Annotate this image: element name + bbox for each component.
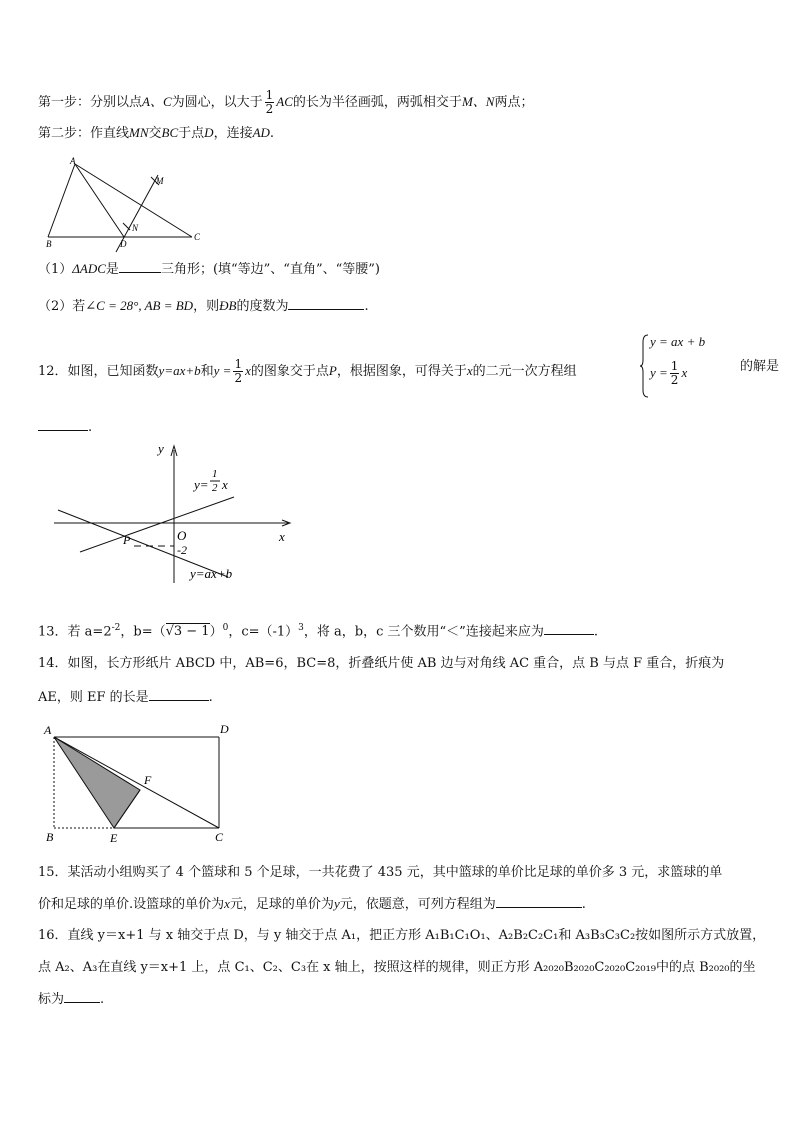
frac-num: 1 — [265, 88, 274, 102]
step1-ac: AC — [276, 94, 293, 109]
system-eq2-x: x — [681, 365, 688, 380]
step1-text-g: 两点； — [494, 95, 534, 110]
q13-radical: √3 − 1 — [165, 624, 210, 640]
q12-p: P — [328, 363, 337, 378]
minus-two-label: -2 — [177, 543, 187, 557]
frac-num: 1 — [670, 359, 679, 373]
frac-num: 1 — [234, 357, 243, 371]
q11-1-text: 是 — [105, 262, 119, 277]
q14-text: AE，则 EF 的长是 — [38, 690, 149, 705]
q13-exp-a: -2 — [111, 623, 121, 633]
q13-text-i: ，将 a，b，c 三个数用“＜”连接起来应为 — [303, 624, 544, 640]
q16-text: 标为 — [38, 992, 65, 1007]
frac-den: 2 — [670, 373, 679, 387]
label-a: A — [44, 723, 52, 737]
answer-blank[interactable] — [119, 260, 161, 273]
line1-label-left: y= — [194, 477, 209, 492]
q12-text-f: 的图象交于点 — [250, 364, 329, 379]
answer-blank[interactable] — [544, 622, 594, 635]
q12-text-j: 的二元一次方程组 — [472, 364, 577, 379]
axis-x-label: x — [279, 529, 285, 544]
q16-line2: 点 A₂、A₃在直线 y＝x+1 上，点 C₁、C₂、C₃在 x 轴上，按照这样的规律，则正方形 A₂₀₂₀B₂₀₂₀C₂₀₂₀C₂₀₁₉中的点 B₂₀₂₀的坐 — [38, 960, 756, 975]
step2-text-i: . — [269, 126, 275, 141]
q15-line1: 15．某活动小组购买了 4 个篮球和 5 个足球，一共花费了 435 元，其中篮球的单价比足球的单价多 3 元，求篮球的单 — [38, 865, 723, 880]
q15-end: . — [581, 897, 586, 912]
point-p-label: P — [123, 533, 131, 547]
q13-text-e: ） — [209, 624, 223, 640]
q11-1-triangle: ΔADC — [72, 261, 106, 276]
answer-blank[interactable] — [496, 895, 582, 908]
q13-end: . — [593, 624, 598, 640]
q12-text-c: 和 — [200, 364, 214, 379]
step2-text-c: 交 — [148, 126, 162, 141]
step1-line — [38, 89, 533, 116]
q11-2-num: （2）若 — [38, 299, 86, 314]
step1-mn: M、N — [461, 94, 495, 109]
q13-text-g: ，c=（-1） — [228, 624, 299, 640]
step1-text-a: 第一步：分别以点 — [38, 95, 143, 110]
q12-x2: x — [466, 363, 473, 378]
step2-d: D — [204, 125, 214, 140]
label-n: N — [132, 223, 139, 233]
label-a: A — [70, 156, 76, 166]
q15-y: y — [333, 896, 340, 911]
axis-y-label: y — [158, 441, 164, 456]
q13-text-a: 13．若 a=2 — [38, 624, 112, 640]
figure-linear-functions — [50, 440, 300, 590]
label-b: B — [46, 830, 54, 844]
frac-den: 2 — [234, 371, 243, 385]
q13-exp-c: 3 — [298, 623, 304, 633]
figure-rectangle-fold — [30, 720, 240, 845]
step2-bc: BC — [161, 125, 179, 140]
label-f: F — [144, 773, 152, 787]
figure-triangle-abc — [40, 155, 210, 255]
system-eq2-left: y = — [650, 365, 668, 380]
q14-end: . — [208, 690, 213, 705]
step1-text-c: 为圆心，以大于 — [171, 95, 263, 110]
q12-text-h: ，根据图象，可得关于 — [336, 364, 467, 379]
label-m: M — [156, 176, 164, 186]
q11-part2 — [38, 297, 369, 316]
q13-line — [38, 619, 598, 641]
q12-text-a: 12．如图，已知函数 — [38, 364, 159, 379]
q14-line1: 14．如图，长方形纸片 ABCD 中，AB=6，BC=8，折叠纸片使 AB 边与对角线 AC 重合，点 B 与点 F 重合，折痕为 — [38, 656, 725, 671]
q15-text-c: 元，足球的单价为 — [229, 897, 334, 912]
q16-end: . — [100, 992, 105, 1007]
q11-1-options: 三角形；(填“等边”、“直角”、“等腰”) — [160, 262, 380, 277]
q15-line2 — [38, 895, 586, 914]
answer-blank[interactable] — [38, 418, 88, 431]
q12-func1: y=ax+b — [158, 363, 201, 378]
q12-equation-system — [640, 332, 730, 402]
q11-part1 — [38, 260, 380, 279]
q15-text-e: 元，依题意，可列方程组为 — [339, 897, 496, 912]
q11-1-num: （1） — [38, 262, 73, 277]
brace-icon — [640, 334, 650, 398]
step2-line — [38, 124, 274, 143]
step2-text-a: 第二步：作直线 — [38, 126, 130, 141]
system-eq1: y = ax + b — [650, 334, 706, 349]
step2-text-g: ，连接 — [213, 126, 253, 141]
step1-text-e: 的长为半径画弧，两弧相交于 — [292, 95, 462, 110]
system-eq2 — [650, 360, 687, 387]
q12-answer-line — [38, 418, 92, 437]
answer-blank[interactable] — [64, 990, 100, 1003]
q11-2-text-c: ，则 — [193, 299, 220, 314]
line1-frac-num: 1 — [212, 468, 218, 480]
label-c: C — [194, 232, 201, 242]
q12-fraction — [233, 358, 243, 385]
q11-2-end: . — [364, 299, 369, 314]
label-d: D — [220, 722, 229, 736]
step2-ad: AD — [252, 125, 270, 140]
q16-line1: 16．直线 y＝x+1 与 x 轴交于点 D，与 y 轴交于点 A₁，把正方形 A₁B₁C₁O₁、A₂B₂C₂C₁和 A₃B₃C₃C₂按如图所示方式放置， — [38, 928, 766, 943]
step2-text-e: 于点 — [178, 126, 205, 141]
answer-blank[interactable] — [149, 688, 209, 701]
q13-exp-b: 0 — [222, 623, 229, 633]
q14-line2 — [38, 688, 213, 707]
q15-x: x — [224, 896, 230, 911]
q12-end: . — [88, 420, 93, 435]
line1-frac-den: 2 — [212, 482, 218, 494]
origin-label: O — [177, 528, 187, 543]
q11-2-angle: ÐB — [219, 298, 237, 313]
step2-mn: MN — [129, 125, 149, 140]
step1-fraction — [265, 89, 275, 116]
q11-2-text-e: 的度数为 — [236, 299, 289, 314]
q12-func2: y = — [213, 363, 232, 378]
label-d: D — [120, 239, 127, 249]
line1-label-x: x — [222, 477, 228, 492]
q13-text-c: ，b=（ — [120, 624, 166, 640]
q12-x: x — [245, 363, 251, 378]
answer-blank[interactable] — [288, 297, 364, 310]
label-b: B — [46, 239, 52, 249]
q16-line3 — [38, 990, 104, 1009]
line2-label: y=ax+b — [190, 566, 233, 581]
system-eq2-fraction — [670, 360, 680, 387]
frac-den: 2 — [265, 102, 274, 116]
label-c: C — [215, 830, 224, 844]
step1-points: A、C — [142, 94, 172, 109]
q12-text-k: 的解是 — [740, 359, 780, 374]
q15-text-a: 价和足球的单价.设篮球的单价为 — [38, 897, 225, 912]
q11-2-condition: ∠C = 28°, AB = BD — [85, 298, 194, 313]
label-e: E — [110, 831, 118, 845]
q12-line — [38, 358, 577, 385]
